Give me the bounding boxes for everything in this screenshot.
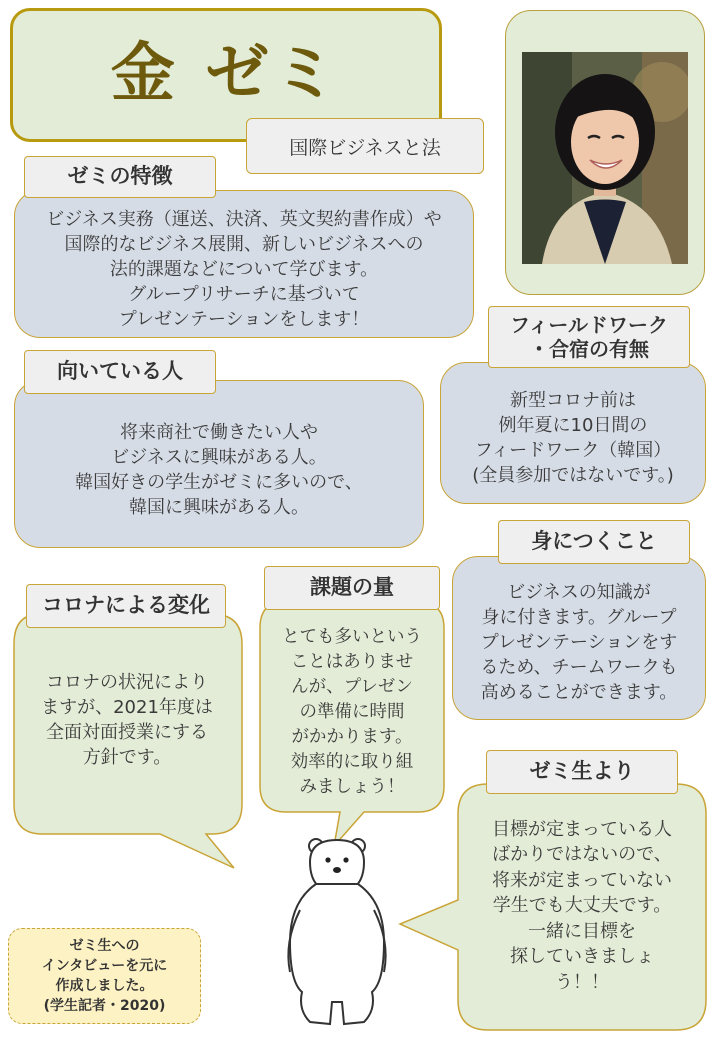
fieldwork-heading: フィールドワーク ・合宿の有無 <box>488 306 690 368</box>
students-text: 目標が定まっている人 ばかりではないので、 将来が定まっていない 学生でも大丈夫です。 一緒に目標を 探していきましょ う！！ <box>492 818 672 993</box>
workload-heading: 課題の量 <box>264 566 440 610</box>
suited-heading: 向いている人 <box>24 350 216 394</box>
page-title: 金 ゼミ <box>110 37 342 111</box>
source-note: ゼミ生への インタビューを元に 作成しました。 (学生記者・2020) <box>8 928 201 1024</box>
workload-text: とても多いという ことはありませ んが、プレゼン の準備に時間 がかかります。 効率的に取り組 みましょう！ <box>282 626 422 797</box>
features-bubble: ビジネス実務（運送、決済、英文契約書作成）や 国際的なビジネス展開、新しいビジネスへの 法的課題などについて学びます。 グループリサーチに基づいて プレゼンテーションをします！ <box>14 190 474 338</box>
polar-bear-icon <box>276 832 398 1032</box>
portrait-photo <box>522 52 688 264</box>
suited-bubble: 将来商社で働きたい人や ビジネスに興味がある人。 韓国好きの学生がゼミに多いので、 韓国に興味がある人。 <box>14 380 424 548</box>
covid-text: コロナの状況により ますが、2021年度は 全面対面授業にする 方針です。 <box>41 672 213 768</box>
features-heading: ゼミの特徴 <box>24 156 216 198</box>
students-heading: ゼミ生より <box>486 750 678 794</box>
fieldwork-bubble: 新型コロナ前は 例年夏に10日間の フィードワーク（韓国） (全員参加ではないです。) <box>440 362 706 504</box>
portrait-illustration <box>522 52 688 264</box>
covid-heading: コロナによる変化 <box>26 584 226 628</box>
skills-bubble: ビジネスの知識が 身に付きます。グループ プレゼンテーションをす るため、チームワークも 高めることができます。 <box>452 556 706 720</box>
skills-heading: 身につくこと <box>498 520 690 564</box>
subtitle-label: 国際ビジネスと法 <box>246 118 484 174</box>
